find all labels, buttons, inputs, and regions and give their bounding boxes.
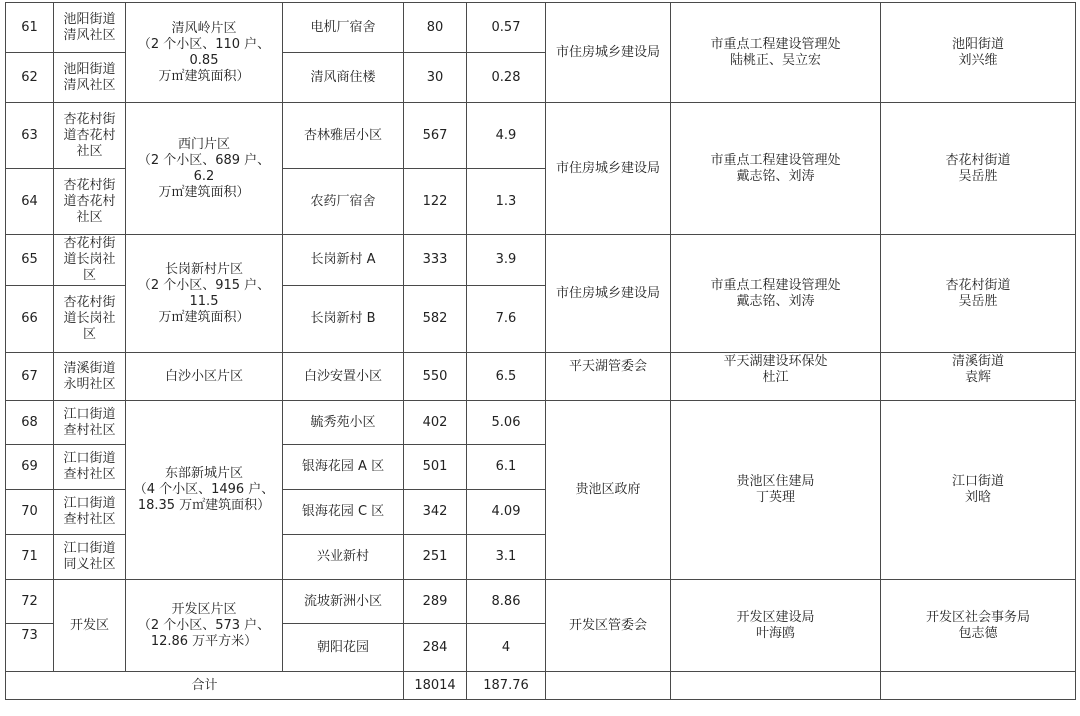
- empty-cell: [671, 672, 881, 700]
- total-label: 合计: [6, 672, 404, 700]
- estate-cell: 白沙安置小区: [283, 353, 404, 401]
- row-number: 67: [6, 353, 54, 401]
- community-cell: 开发区: [54, 580, 126, 672]
- row-number: 62: [6, 53, 54, 103]
- estate-cell: 流坡新洲小区: [283, 580, 404, 624]
- project-table: [5, 2, 1076, 700]
- area-cell: 6.1: [467, 445, 546, 490]
- street-contact-cell: 江口街道 刘晗: [881, 401, 1076, 580]
- lead-unit-cell: 开发区管委会: [546, 580, 671, 672]
- estate-cell: 长岗新村 B: [283, 286, 404, 353]
- district-cell: 开发区片区 （2 个小区、573 户、 12.86 万平方米）: [126, 580, 283, 672]
- implementer-cell: 贵池区住建局 丁英理: [671, 401, 881, 580]
- community-cell: 池阳街道 清风社区: [54, 3, 126, 53]
- district-cell: 东部新城片区 （4 个小区、1496 户、 18.35 万㎡建筑面积）: [126, 401, 283, 580]
- street-contact-cell: 开发区社会事务局 包志德: [881, 580, 1076, 672]
- households-cell: 342: [404, 490, 467, 535]
- community-cell: 杏花村街 道杏花村 社区: [54, 169, 126, 235]
- row-number: 61: [6, 3, 54, 53]
- households-cell: 80: [404, 3, 467, 53]
- estate-cell: 银海花园 C 区: [283, 490, 404, 535]
- estate-cell: 朝阳花园: [283, 624, 404, 672]
- row-number: 71: [6, 535, 54, 580]
- street-contact-cell: 清溪街道 袁辉: [881, 353, 1076, 401]
- district-cell: 清风岭片区 （2 个小区、110 户、0.85 万㎡建筑面积）: [126, 3, 283, 103]
- area-cell: 0.28: [467, 53, 546, 103]
- households-cell: 501: [404, 445, 467, 490]
- table-row: [6, 3, 1076, 53]
- implementer-cell: 平天湖建设环保处 杜江: [671, 353, 881, 401]
- empty-cell: [881, 672, 1076, 700]
- estate-cell: 清风商住楼: [283, 53, 404, 103]
- implementer-cell: 市重点工程建设管理处 戴志铭、刘涛: [671, 235, 881, 353]
- row-number: 69: [6, 445, 54, 490]
- households-cell: 30: [404, 53, 467, 103]
- district-cell: 白沙小区片区: [126, 353, 283, 401]
- area-cell: 4.09: [467, 490, 546, 535]
- lead-unit-cell: 贵池区政府: [546, 401, 671, 580]
- households-cell: 122: [404, 169, 467, 235]
- households-cell: 289: [404, 580, 467, 624]
- estate-cell: 银海花园 A 区: [283, 445, 404, 490]
- community-cell: 杏花村街 道长岗社 区: [54, 286, 126, 353]
- table-row: [6, 353, 1076, 401]
- total-row: [6, 672, 1076, 700]
- row-number: 72: [6, 580, 54, 624]
- row-number: 70: [6, 490, 54, 535]
- lead-unit-cell: 市住房城乡建设局: [546, 235, 671, 353]
- area-cell: 4: [467, 624, 546, 672]
- street-contact-cell: 杏花村街道 吴岳胜: [881, 103, 1076, 235]
- table-row: [6, 580, 1076, 624]
- estate-cell: 电机厂宿舍: [283, 3, 404, 53]
- table-row: [6, 235, 1076, 286]
- implementer-cell: 市重点工程建设管理处 戴志铭、刘涛: [671, 103, 881, 235]
- community-cell: 清溪街道 永明社区: [54, 353, 126, 401]
- households-cell: 284: [404, 624, 467, 672]
- lead-unit-cell: 平天湖管委会: [546, 353, 671, 401]
- households-cell: 251: [404, 535, 467, 580]
- table-row: [6, 401, 1076, 445]
- row-number: 63: [6, 103, 54, 169]
- row-number: 68: [6, 401, 54, 445]
- street-contact-cell: 杏花村街道 吴岳胜: [881, 235, 1076, 353]
- area-cell: 5.06: [467, 401, 546, 445]
- community-cell: 江口街道 查村社区: [54, 401, 126, 445]
- estate-cell: 长岗新村 A: [283, 235, 404, 286]
- implementer-cell: 市重点工程建设管理处 陆桃正、吴立宏: [671, 3, 881, 103]
- lead-unit-cell: 市住房城乡建设局: [546, 103, 671, 235]
- total-households: 18014: [404, 672, 467, 700]
- area-cell: 3.1: [467, 535, 546, 580]
- community-cell: 池阳街道 清风社区: [54, 53, 126, 103]
- street-contact-cell: 池阳街道 刘兴维: [881, 3, 1076, 103]
- community-cell: 杏花村街 道杏花村 社区: [54, 103, 126, 169]
- households-cell: 567: [404, 103, 467, 169]
- households-cell: 333: [404, 235, 467, 286]
- empty-cell: [546, 672, 671, 700]
- estate-cell: 农药厂宿舍: [283, 169, 404, 235]
- area-cell: 8.86: [467, 580, 546, 624]
- row-number: 66: [6, 286, 54, 353]
- community-cell: 杏花村街 道长岗社 区: [54, 235, 126, 286]
- households-cell: 582: [404, 286, 467, 353]
- area-cell: 3.9: [467, 235, 546, 286]
- row-number: 65: [6, 235, 54, 286]
- implementer-cell: 开发区建设局 叶海鸥: [671, 580, 881, 672]
- area-cell: 4.9: [467, 103, 546, 169]
- area-cell: 7.6: [467, 286, 546, 353]
- row-number: 64: [6, 169, 54, 235]
- estate-cell: 兴业新村: [283, 535, 404, 580]
- community-cell: 江口街道 同义社区: [54, 535, 126, 580]
- total-area: 187.76: [467, 672, 546, 700]
- area-cell: 1.3: [467, 169, 546, 235]
- lead-unit-cell: 市住房城乡建设局: [546, 3, 671, 103]
- table-row: [6, 103, 1076, 169]
- district-cell: 西门片区 （2 个小区、689 户、6.2 万㎡建筑面积）: [126, 103, 283, 235]
- area-cell: 0.57: [467, 3, 546, 53]
- district-cell: 长岗新村片区 （2 个小区、915 户、11.5 万㎡建筑面积）: [126, 235, 283, 353]
- community-cell: 江口街道 查村社区: [54, 490, 126, 535]
- households-cell: 550: [404, 353, 467, 401]
- area-cell: 6.5: [467, 353, 546, 401]
- households-cell: 402: [404, 401, 467, 445]
- estate-cell: 毓秀苑小区: [283, 401, 404, 445]
- community-cell: 江口街道 查村社区: [54, 445, 126, 490]
- row-number: 73: [6, 624, 54, 672]
- estate-cell: 杏林雅居小区: [283, 103, 404, 169]
